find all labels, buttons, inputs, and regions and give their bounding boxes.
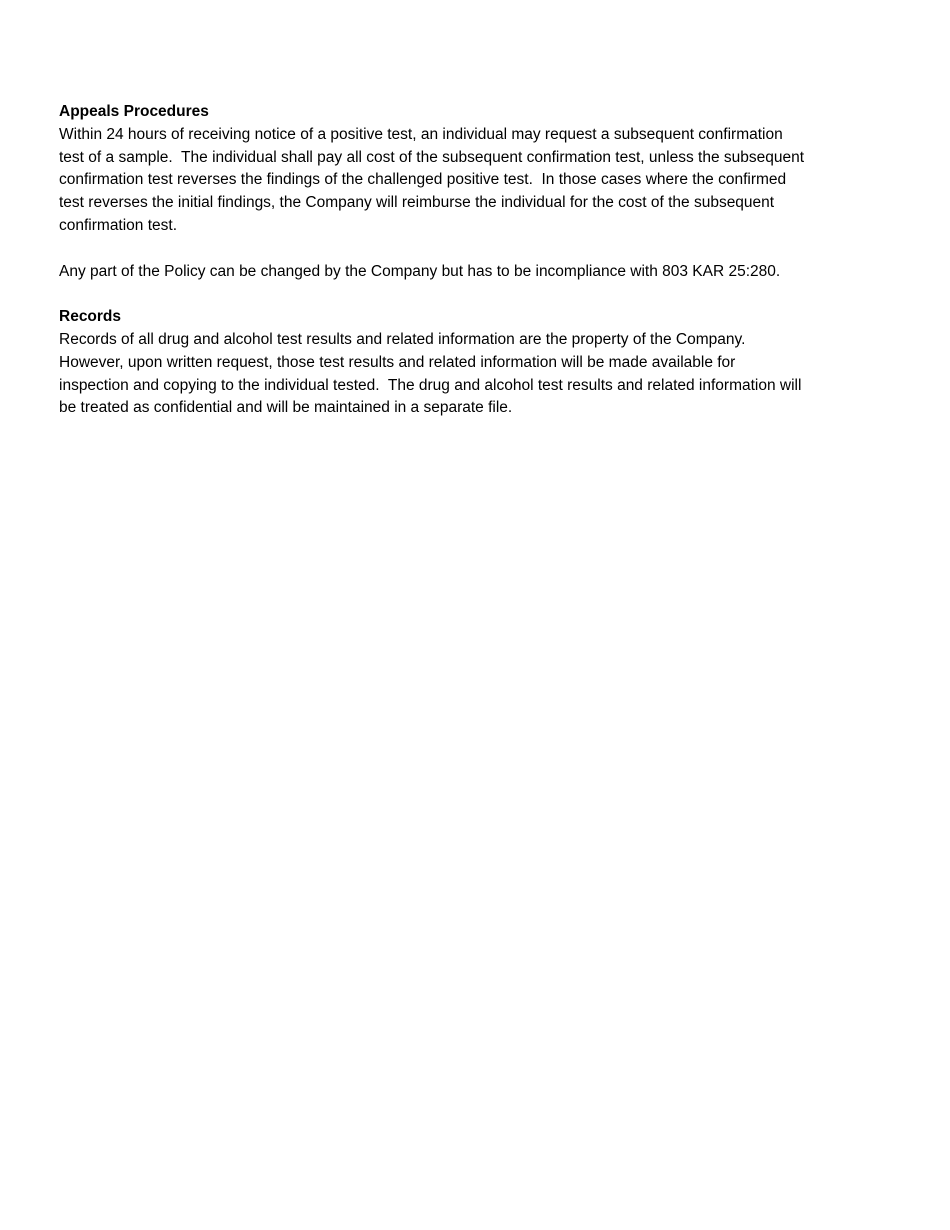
paragraph-spacer: [59, 283, 895, 306]
paragraph-line: be treated as confidential and will be maintained in a separate file.: [59, 399, 513, 417]
policy-change-paragraph: [59, 261, 895, 284]
document-page: [59, 101, 895, 420]
paragraph-line: Within 24 hours of receiving notice of a positive test, an individual may request a subsequent confirmation: [59, 125, 783, 143]
appeals-procedures-heading: Appeals Procedures: [59, 103, 209, 120]
paragraph-line: However, upon written request, those test results and related information will be made available for: [59, 353, 736, 371]
paragraph-line: Any part of the Policy can be changed by the Company but has to be incompliance with 803 KAR 25:280.: [59, 262, 781, 280]
records-heading: Records: [59, 308, 122, 326]
paragraph-line: confirmation test.: [59, 216, 178, 234]
paragraph-line: test reverses the initial findings, the Company will reimburse the individual for the cost of the subsequent: [59, 194, 775, 212]
records-paragraph: [59, 329, 895, 420]
paragraph-spacer: [59, 238, 895, 261]
appeals-procedures-paragraph: [59, 124, 895, 238]
paragraph-line: Records of all drug and alcohol test results and related information are the property of the Company.: [59, 330, 746, 348]
paragraph-line: inspection and copying to the individual tested. The drug and alcohol test results and related information will: [59, 376, 802, 394]
paragraph-line: confirmation test reverses the findings of the challenged positive test. In those cases where the confirmed: [59, 171, 787, 189]
paragraph-line: test of a sample. The individual shall pay all cost of the subsequent confirmation test, unless the subsequent: [59, 148, 805, 166]
